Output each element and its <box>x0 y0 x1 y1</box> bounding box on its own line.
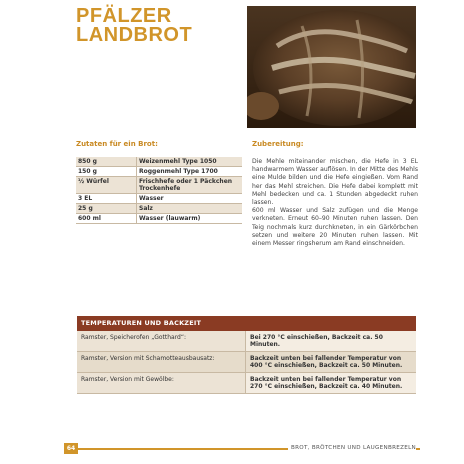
oven-setting: Backzeit unten bei fallender Temperatur von 400 °C einschießen, Backzeit ca. 50 Minuten. <box>246 352 417 373</box>
ingredient-amount: 150 g <box>76 167 137 177</box>
preparation-text <box>252 158 418 248</box>
table-row <box>76 167 242 177</box>
table-row <box>76 157 242 167</box>
table-row <box>76 194 242 204</box>
oven-setting: Bei 270 °C einschießen, Backzeit ca. 50 Minuten. <box>246 331 417 352</box>
title-line-1: PFÄLZER <box>76 5 172 27</box>
ingredient-name: Weizenmehl Type 1050 <box>137 157 243 167</box>
temperature-header-row <box>77 316 416 331</box>
table-row <box>76 177 242 194</box>
title-line-2: LANDBROT <box>76 24 193 46</box>
ingredient-name: Frischhefe oder 1 Päckchen Trockenhefe <box>137 177 243 194</box>
ingredients-heading: Zutaten für ein Brot: <box>76 140 158 148</box>
ingredients-table <box>76 157 242 224</box>
page-number: 64 <box>64 443 78 454</box>
preparation-paragraph-1: Die Mehle miteinander mischen, die Hefe in 3 EL handwarmem Wasser auflösen. In der Mitte des Mehls eine Mulde bilden und die Hefe eingießen. Vom Rand her das Mehl streichen. Die Hefe dabei komplett mit Mehl bedecken und ca. 1 Stunden abgedeckt ruhen lassen. <box>252 158 418 207</box>
ingredient-amount: 3 EL <box>76 194 137 204</box>
temperature-heading: TEMPERATUREN UND BACKZEIT <box>77 316 416 331</box>
table-row <box>77 373 416 394</box>
bread-photo <box>247 6 416 128</box>
chapter-title: BROT, BRÖTCHEN UND LAUGENBREZELN <box>288 443 416 454</box>
ingredient-amount: 850 g <box>76 157 137 167</box>
oven-type: Ramster, Speicherofen „Gotthard“: <box>77 331 246 352</box>
temperature-table <box>77 316 416 394</box>
recipe-title <box>76 7 192 45</box>
table-row <box>76 204 242 214</box>
ingredient-name: Salz <box>137 204 243 214</box>
ingredient-name: Wasser <box>137 194 243 204</box>
ingredient-amount: ½ Würfel <box>76 177 137 194</box>
oven-type: Ramster, Version mit Gewölbe: <box>77 373 246 394</box>
ingredient-name: Wasser (lauwarm) <box>137 214 243 224</box>
table-row <box>76 214 242 224</box>
oven-type: Ramster, Version mit Schamotteausbausatz: <box>77 352 246 373</box>
table-row <box>77 331 416 352</box>
table-row <box>77 352 416 373</box>
ingredient-amount: 600 ml <box>76 214 137 224</box>
oven-setting: Backzeit unten bei fallender Temperatur von 270 °C einschießen, Backzeit ca. 40 Minuten. <box>246 373 417 394</box>
preparation-paragraph-2: 600 ml Wasser und Salz zufügen und die Menge verkneten. Erneut 60–90 Minuten ruhen lassen. Den Teig nochmals kurz durchkneten, in ein Gärkörbchen setzen und weitere 20 Minuten ruhen lassen. Mit einem Messer ringsherum am Rand einschneiden. <box>252 207 418 248</box>
preparation-heading: Zubereitung: <box>252 140 304 148</box>
ingredient-amount: 25 g <box>76 204 137 214</box>
ingredient-name: Roggenmehl Type 1700 <box>137 167 243 177</box>
bread-illustration <box>247 6 416 128</box>
